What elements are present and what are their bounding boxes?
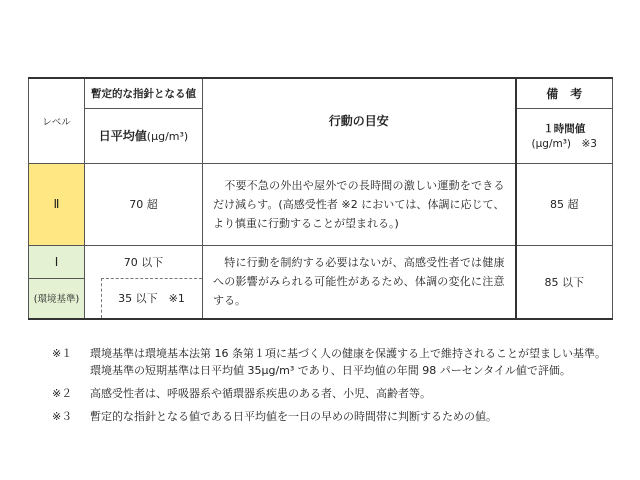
daily-average-label: 日平均値 — [98, 129, 147, 143]
footnote-text: 高感受性者は、呼吸器系や循環器系疾患のある者、小児、高齢者等。 — [90, 387, 431, 400]
footnote-mark: ※３ — [52, 410, 73, 423]
footnote-text: 環境基準は環境基本法第 16 条第１項に基づく人の健康を保護する上で維持されることが望ましい基準。 — [90, 347, 606, 360]
guide-value-header: 暫定的な指針となる値 — [85, 78, 203, 108]
footnote-2 — [52, 385, 612, 402]
footnote-mark — [52, 362, 90, 379]
level-2-cell: Ⅱ — [29, 163, 85, 245]
level-1-hourly-value: 85 以下 — [516, 245, 613, 319]
level-2-action: 不要不急の外出や屋外での長時間の激しい運動をできるだけ減らす。(高感受性者 ※2 においては、体調に応じて、より慎重に行動することが望まれる。) — [203, 163, 516, 245]
level-1-cell: Ⅰ — [29, 245, 85, 278]
footnote-3 — [52, 408, 612, 425]
action-header: 行動の目安 — [203, 78, 516, 163]
daily-average-unit: (μg/m³) — [146, 130, 189, 143]
level-1-action: 特に行動を制約する必要はないが、高感受性者では健康への影響がみられる可能性があるため、体調の変化に注意する。 — [203, 245, 516, 319]
guideline-table — [28, 77, 613, 320]
footnote-mark: ※２ — [52, 387, 73, 400]
hourly-value-label: １時間値 — [543, 122, 586, 135]
footnote-text: 環境基準の短期基準は日平均値 35μg/m³ であり、日平均値の年間 98 パーセンタイル値で評価。 — [90, 364, 571, 377]
level-2-daily-value: 70 超 — [85, 163, 203, 245]
footnote-text: 暫定的な指針となる値である日平均値を一日の早めの時間帯に判断するための値。 — [90, 410, 497, 423]
footnotes — [52, 345, 612, 425]
environmental-standard-label: (環境基準) — [29, 278, 85, 319]
level-1-daily-value: 70 以下 — [85, 245, 203, 278]
environmental-standard-cell — [85, 278, 203, 319]
guideline-table-container — [28, 77, 612, 320]
hourly-value-unit: (μg/m³) ※3 — [531, 137, 597, 150]
footnote-1-continued — [52, 362, 612, 379]
remarks-header: 備 考 — [516, 78, 613, 108]
footnote-mark: ※１ — [52, 347, 73, 360]
level-2-hourly-value: 85 超 — [516, 163, 613, 245]
footnote-1 — [52, 345, 612, 362]
daily-average-header — [85, 108, 203, 163]
level-header: レベル — [29, 78, 85, 163]
hourly-value-header — [516, 108, 613, 163]
environmental-standard-value: 35 以下 ※1 — [118, 292, 185, 305]
